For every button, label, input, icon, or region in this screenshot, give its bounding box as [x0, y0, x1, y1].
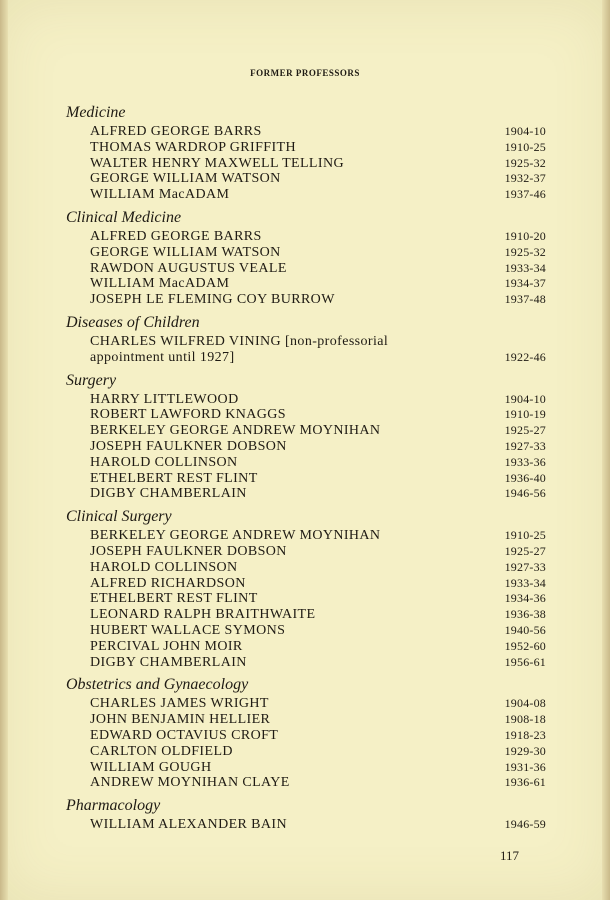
professor-row: [66, 423, 546, 439]
professor-row: [66, 560, 546, 576]
tenure-years: 1925-27: [504, 543, 546, 558]
professor-row: [66, 471, 546, 487]
tenure-years: 1934-37: [504, 276, 546, 291]
professor-name: WILLIAM MacADAM: [90, 276, 230, 292]
professor-row: [66, 439, 546, 455]
professor-row: [66, 334, 546, 366]
tenure-years: 1910-20: [504, 228, 546, 243]
tenure-years: 1936-61: [504, 775, 546, 790]
tenure-years: 1931-36: [504, 759, 546, 774]
professor-row: [66, 591, 546, 607]
professor-name: DIGBY CHAMBERLAIN: [90, 654, 247, 670]
professor-row: [66, 817, 546, 833]
tenure-years: 1934-36: [504, 591, 546, 606]
professor-row: [66, 156, 546, 172]
professor-name: WILLIAM ALEXANDER BAIN: [90, 817, 287, 833]
professor-row: [66, 261, 546, 277]
section: [66, 796, 546, 833]
page-number: 117: [500, 848, 520, 863]
section: [66, 675, 546, 791]
professor-name: GEORGE WILLIAM WATSON: [90, 171, 281, 187]
tenure-years: 1952-60: [504, 638, 546, 653]
professor-name: JOHN BENJAMIN HELLIER: [90, 712, 271, 728]
professor-name: ANDREW MOYNIHAN CLAYE: [90, 775, 290, 791]
professor-row: [66, 140, 546, 156]
professor-row: [66, 171, 546, 187]
professor-row: [66, 229, 546, 245]
professor-row: [66, 455, 546, 471]
professor-name: BERKELEY GEORGE ANDREW MOYNIHAN: [90, 528, 381, 544]
tenure-years: 1940-56: [504, 622, 546, 637]
professor-row: [66, 407, 546, 423]
professor-name: CHARLES WILFRED VINING [non-professorial appointment until 1927]: [90, 333, 389, 365]
professor-row: [66, 544, 546, 560]
page-edge-left: [0, 0, 8, 900]
professor-row: [66, 655, 546, 671]
section-title: Clinical Medicine: [66, 208, 182, 226]
professor-name: ETHELBERT REST FLINT: [90, 591, 258, 607]
professor-list: [66, 103, 546, 838]
tenure-years: 1946-56: [504, 486, 546, 501]
professor-name: WALTER HENRY MAXWELL TELLING: [90, 155, 344, 171]
professor-name: ALFRED RICHARDSON: [90, 575, 246, 591]
professor-name: HAROLD COLLINSON: [90, 559, 238, 575]
professor-name: RAWDON AUGUSTUS VEALE: [90, 260, 287, 276]
section: [66, 371, 546, 503]
section: [66, 208, 546, 308]
tenure-years: 1937-46: [504, 187, 546, 202]
tenure-years: 1925-32: [504, 244, 546, 259]
professor-row: [66, 623, 546, 639]
section-title: Obstetrics and Gynaecology: [66, 676, 249, 694]
professor-name: PERCIVAL JOHN MOIR: [90, 638, 243, 654]
section-title: Diseases of Children: [66, 313, 200, 331]
professor-row: [66, 187, 546, 203]
tenure-years: 1933-34: [504, 575, 546, 590]
professor-name: GEORGE WILLIAM WATSON: [90, 244, 281, 260]
tenure-years: 1936-40: [504, 470, 546, 485]
professor-row: [66, 124, 546, 140]
tenure-years: 1946-59: [504, 817, 546, 832]
professor-row: [66, 744, 546, 760]
professor-name: HARRY LITTLEWOOD: [90, 391, 239, 407]
section: [66, 507, 546, 670]
professor-row: [66, 775, 546, 791]
tenure-years: 1925-32: [504, 155, 546, 170]
tenure-years: 1910-25: [504, 139, 546, 154]
professor-name: CARLTON OLDFIELD: [90, 743, 233, 759]
professor-name: BERKELEY GEORGE ANDREW MOYNIHAN: [90, 423, 381, 439]
tenure-years: 1929-30: [504, 743, 546, 758]
professor-name: ALFRED GEORGE BARRS: [90, 228, 262, 244]
professor-name: EDWARD OCTAVIUS CROFT: [90, 727, 279, 743]
tenure-years: 1956-61: [504, 654, 546, 669]
tenure-years: 1908-18: [504, 712, 546, 727]
tenure-years: 1933-34: [504, 260, 546, 275]
page-header: FORMER PROFESSORS: [250, 68, 360, 78]
professor-name: HAROLD COLLINSON: [90, 454, 238, 470]
professor-name: JOSEPH FAULKNER DOBSON: [90, 438, 287, 454]
professor-row: [66, 528, 546, 544]
professor-name: WILLIAM MacADAM: [90, 187, 230, 203]
professor-row: [66, 392, 546, 408]
professor-row: [66, 712, 546, 728]
page-edge-right: [602, 0, 610, 900]
professor-name: CHARLES JAMES WRIGHT: [90, 696, 269, 712]
tenure-years: 1927-33: [504, 438, 546, 453]
professor-name: JOSEPH FAULKNER DOBSON: [90, 543, 287, 559]
professor-name: ETHELBERT REST FLINT: [90, 470, 258, 486]
section-title: Medicine: [66, 104, 126, 121]
tenure-years: 1910-25: [504, 528, 546, 543]
professor-row: [66, 486, 546, 502]
professor-row: [66, 245, 546, 261]
tenure-years: 1927-33: [504, 559, 546, 574]
professor-row: [66, 292, 546, 308]
professor-name: JOSEPH LE FLEMING COY BURROW: [90, 292, 335, 308]
professor-name: LEONARD RALPH BRAITHWAITE: [90, 607, 316, 623]
professor-row: [66, 607, 546, 623]
tenure-years: 1933-36: [504, 454, 546, 469]
tenure-years: 1937-48: [504, 292, 546, 307]
section-title: Surgery: [66, 371, 117, 389]
section-title: Pharmacology: [66, 797, 161, 815]
professor-name: WILLIAM GOUGH: [90, 759, 212, 775]
professor-row: [66, 639, 546, 655]
professor-name: ALFRED GEORGE BARRS: [90, 124, 262, 139]
tenure-years: 1922-46: [504, 349, 546, 364]
tenure-years: 1925-27: [504, 423, 546, 438]
professor-name: ROBERT LAWFORD KNAGGS: [90, 407, 286, 423]
professor-row: [66, 760, 546, 776]
tenure-years: 1904-08: [504, 696, 546, 711]
professor-row: [66, 696, 546, 712]
tenure-years: 1936-38: [504, 607, 546, 622]
tenure-years: 1932-37: [504, 171, 546, 186]
professor-row: [66, 576, 546, 592]
tenure-years: 1904-10: [504, 124, 546, 138]
professor-row: [66, 276, 546, 292]
section: [66, 103, 546, 203]
professor-name: HUBERT WALLACE SYMONS: [90, 622, 286, 638]
tenure-years: 1904-10: [504, 391, 546, 406]
section-title: Clinical Surgery: [66, 508, 172, 526]
professor-name: DIGBY CHAMBERLAIN: [90, 486, 247, 502]
professor-name: THOMAS WARDROP GRIFFITH: [90, 139, 297, 155]
tenure-years: 1918-23: [504, 727, 546, 742]
section: [66, 313, 546, 366]
tenure-years: 1910-19: [504, 407, 546, 422]
professor-row: [66, 728, 546, 744]
